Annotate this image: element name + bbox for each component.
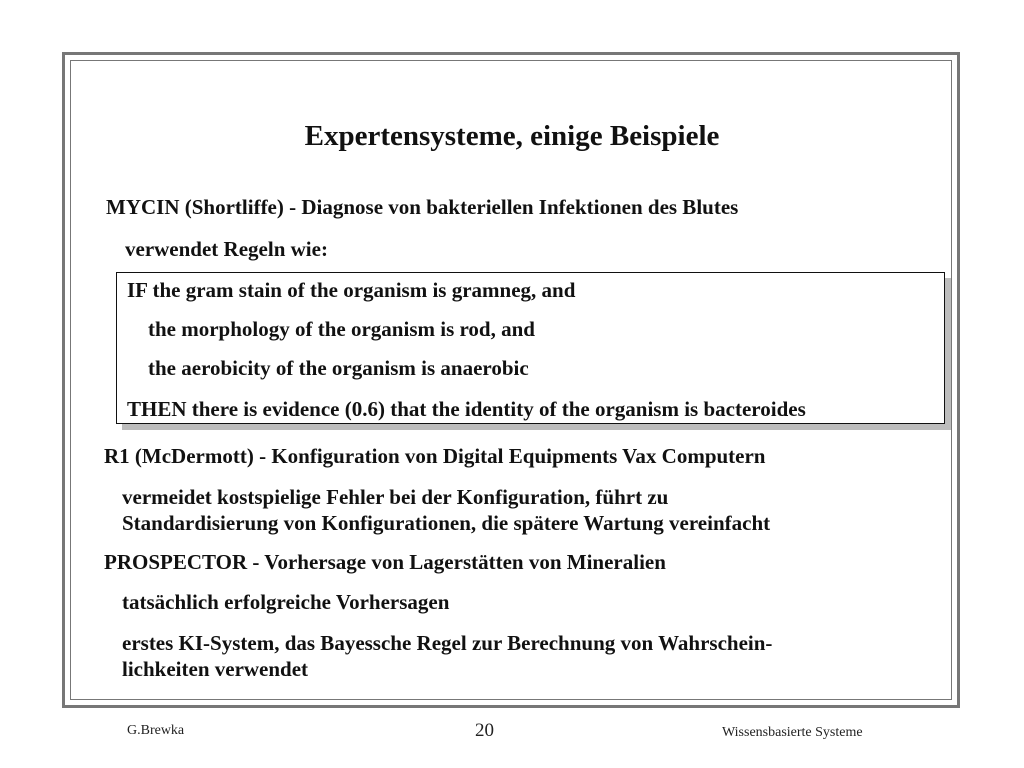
mycin-heading: MYCIN (Shortliffe) - Diagnose von bakteriellen Infektionen des Blutes — [106, 195, 739, 219]
mycin-subline: verwendet Regeln wie: — [125, 237, 328, 261]
footer-author: G.Brewka — [127, 723, 185, 738]
footer-course: Wissensbasierte Systeme — [722, 725, 863, 740]
r1-point-line: vermeidet kostspielige Fehler bei der Konfiguration, führt zu — [122, 485, 669, 509]
rule-condition-line: the aerobicity of the organism is anaerobic — [148, 356, 529, 380]
slide-title: Expertensysteme, einige Beispiele — [304, 120, 720, 152]
r1-point-line: Standardisierung von Konfigurationen, die spätere Wartung vereinfacht — [122, 511, 771, 535]
prospector-point-line: erstes KI-System, das Bayessche Regel zur Berechnung von Wahrschein- — [122, 631, 773, 655]
prospector-point-line: lichkeiten verwendet — [122, 657, 309, 681]
prospector-heading: PROSPECTOR - Vorhersage von Lagerstätten von Mineralien — [104, 550, 666, 574]
rule-then-line: THEN there is evidence (0.6) that the identity of the organism is bacteroides — [127, 397, 806, 421]
rule-condition-line: the morphology of the organism is rod, and — [148, 317, 535, 341]
page-number: 20 — [475, 720, 494, 741]
prospector-point: tatsächlich erfolgreiche Vorhersagen — [122, 590, 450, 614]
r1-heading: R1 (McDermott) - Konfiguration von Digital Equipments Vax Computern — [104, 444, 766, 468]
rule-if-line: IF the gram stain of the organism is gramneg, and — [127, 278, 576, 302]
